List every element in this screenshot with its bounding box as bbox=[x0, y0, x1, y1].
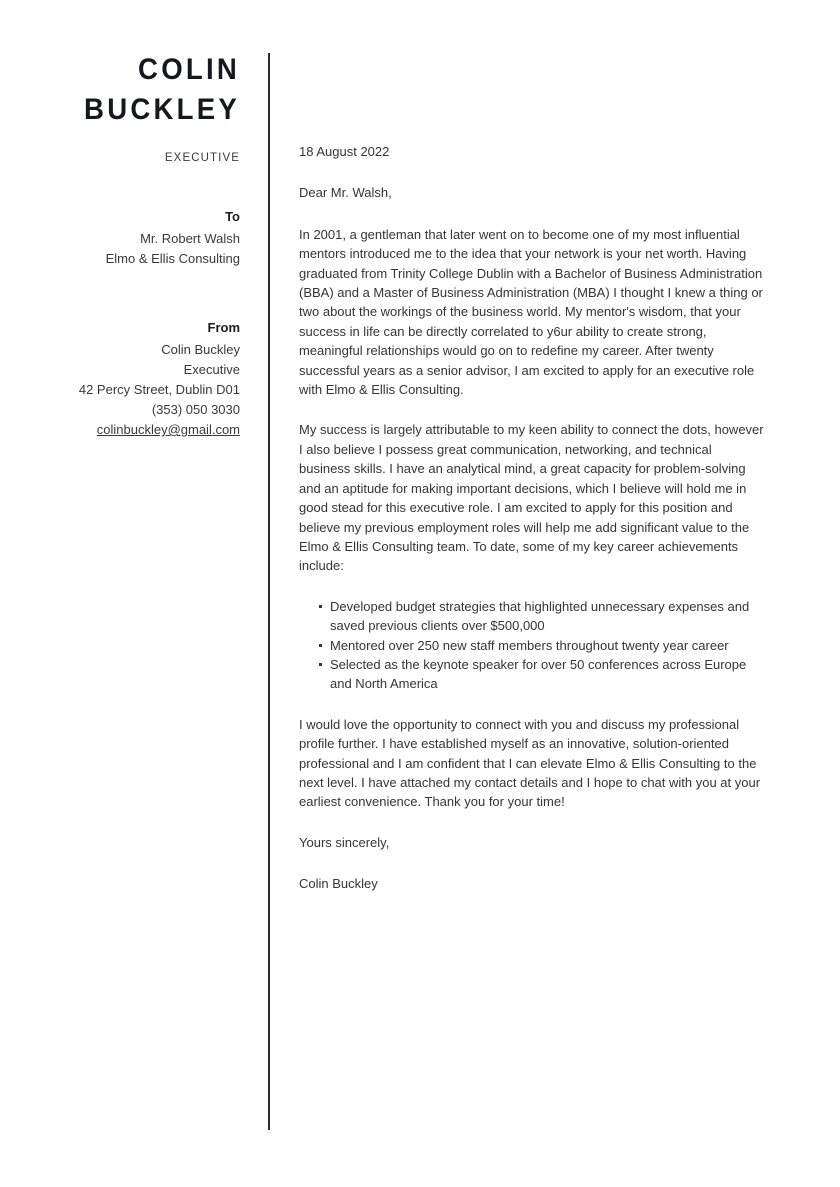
sender-email-link[interactable]: colinbuckley@gmail.com bbox=[96, 422, 240, 437]
recipient-name: Mr. Robert Walsh bbox=[140, 231, 240, 246]
sender-phone: (353) 050 3030 bbox=[151, 402, 240, 417]
last-name: BUCKLEY bbox=[84, 93, 240, 126]
letterhead-sidebar bbox=[40, 50, 240, 440]
achievements-list bbox=[299, 597, 764, 694]
body-paragraph-1: In 2001, a gentleman that later went on to become one of my most influential mentors introduced me to the idea that your network is your net worth. Having graduated from Trinity College Dublin with a Bachelor of Business Administration (BBA) and a Master of Business Administration (MBA) I thought I knew a thing or two about the workings of the business world. My mentor's wisdom, that your success in life can be directly correlated to y6ur ability to create strong, meaningful relationships would go on to redefine my career. After twenty successful years as a senior advisor, I am excited to apply for an executive role with Elmo & Ellis Consulting. bbox=[299, 226, 763, 398]
list-item: Developed budget strategies that highlighted unnecessary expenses and saved previous clients over $500,000 bbox=[330, 597, 764, 636]
recipient-block bbox=[40, 206, 240, 269]
body-paragraph-3: I would love the opportunity to connect with you and discuss my professional profile further. I have established myself as an innovative, solution-oriented professional and I am confident that I can elevate Elmo & Ellis Consulting to the next level. I have attached my contact details and I hope to chat with you at your earliest convenience. Thank you for your time! bbox=[299, 716, 761, 810]
list-item: Mentored over 250 new staff members throughout twenty year career bbox=[330, 636, 764, 655]
sender-name-heading bbox=[56, 50, 240, 130]
job-title: EXECUTIVE bbox=[164, 152, 240, 164]
salutation: Dear Mr. Walsh, bbox=[299, 185, 392, 201]
body-paragraph-2: My success is largely attributable to my keen ability to connect the dots, however I also believe I possess great communication, networking, and technical business skills. I have an analytical mind, a great capacity for problem-solving and an aptitude for making important decisions, which I believe will hold me in good stead for this executive role. I am excited to apply for this position and believe my previous employment roles will help me add significant value to the Elmo & Ellis Consulting team. To date, some of my key career achievements include: bbox=[299, 422, 764, 574]
sender-name: Colin Buckley bbox=[161, 342, 240, 357]
first-name: COLIN bbox=[138, 53, 240, 86]
sender-title: Executive bbox=[183, 362, 240, 377]
sender-block bbox=[40, 317, 240, 440]
recipient-company: Elmo & Ellis Consulting bbox=[105, 251, 240, 266]
list-item: Selected as the keynote speaker for over 50 conferences across Europe and North America bbox=[330, 655, 764, 694]
letter-body bbox=[299, 142, 764, 894]
signature-name: Colin Buckley bbox=[299, 876, 378, 892]
vertical-divider bbox=[268, 53, 270, 1130]
letter-date: 18 August 2022 bbox=[299, 144, 390, 159]
signoff: Yours sincerely, bbox=[299, 834, 390, 850]
recipient-label: To bbox=[225, 209, 240, 224]
sender-label: From bbox=[207, 320, 240, 335]
sender-address: 42 Percy Street, Dublin D01 bbox=[78, 382, 240, 397]
